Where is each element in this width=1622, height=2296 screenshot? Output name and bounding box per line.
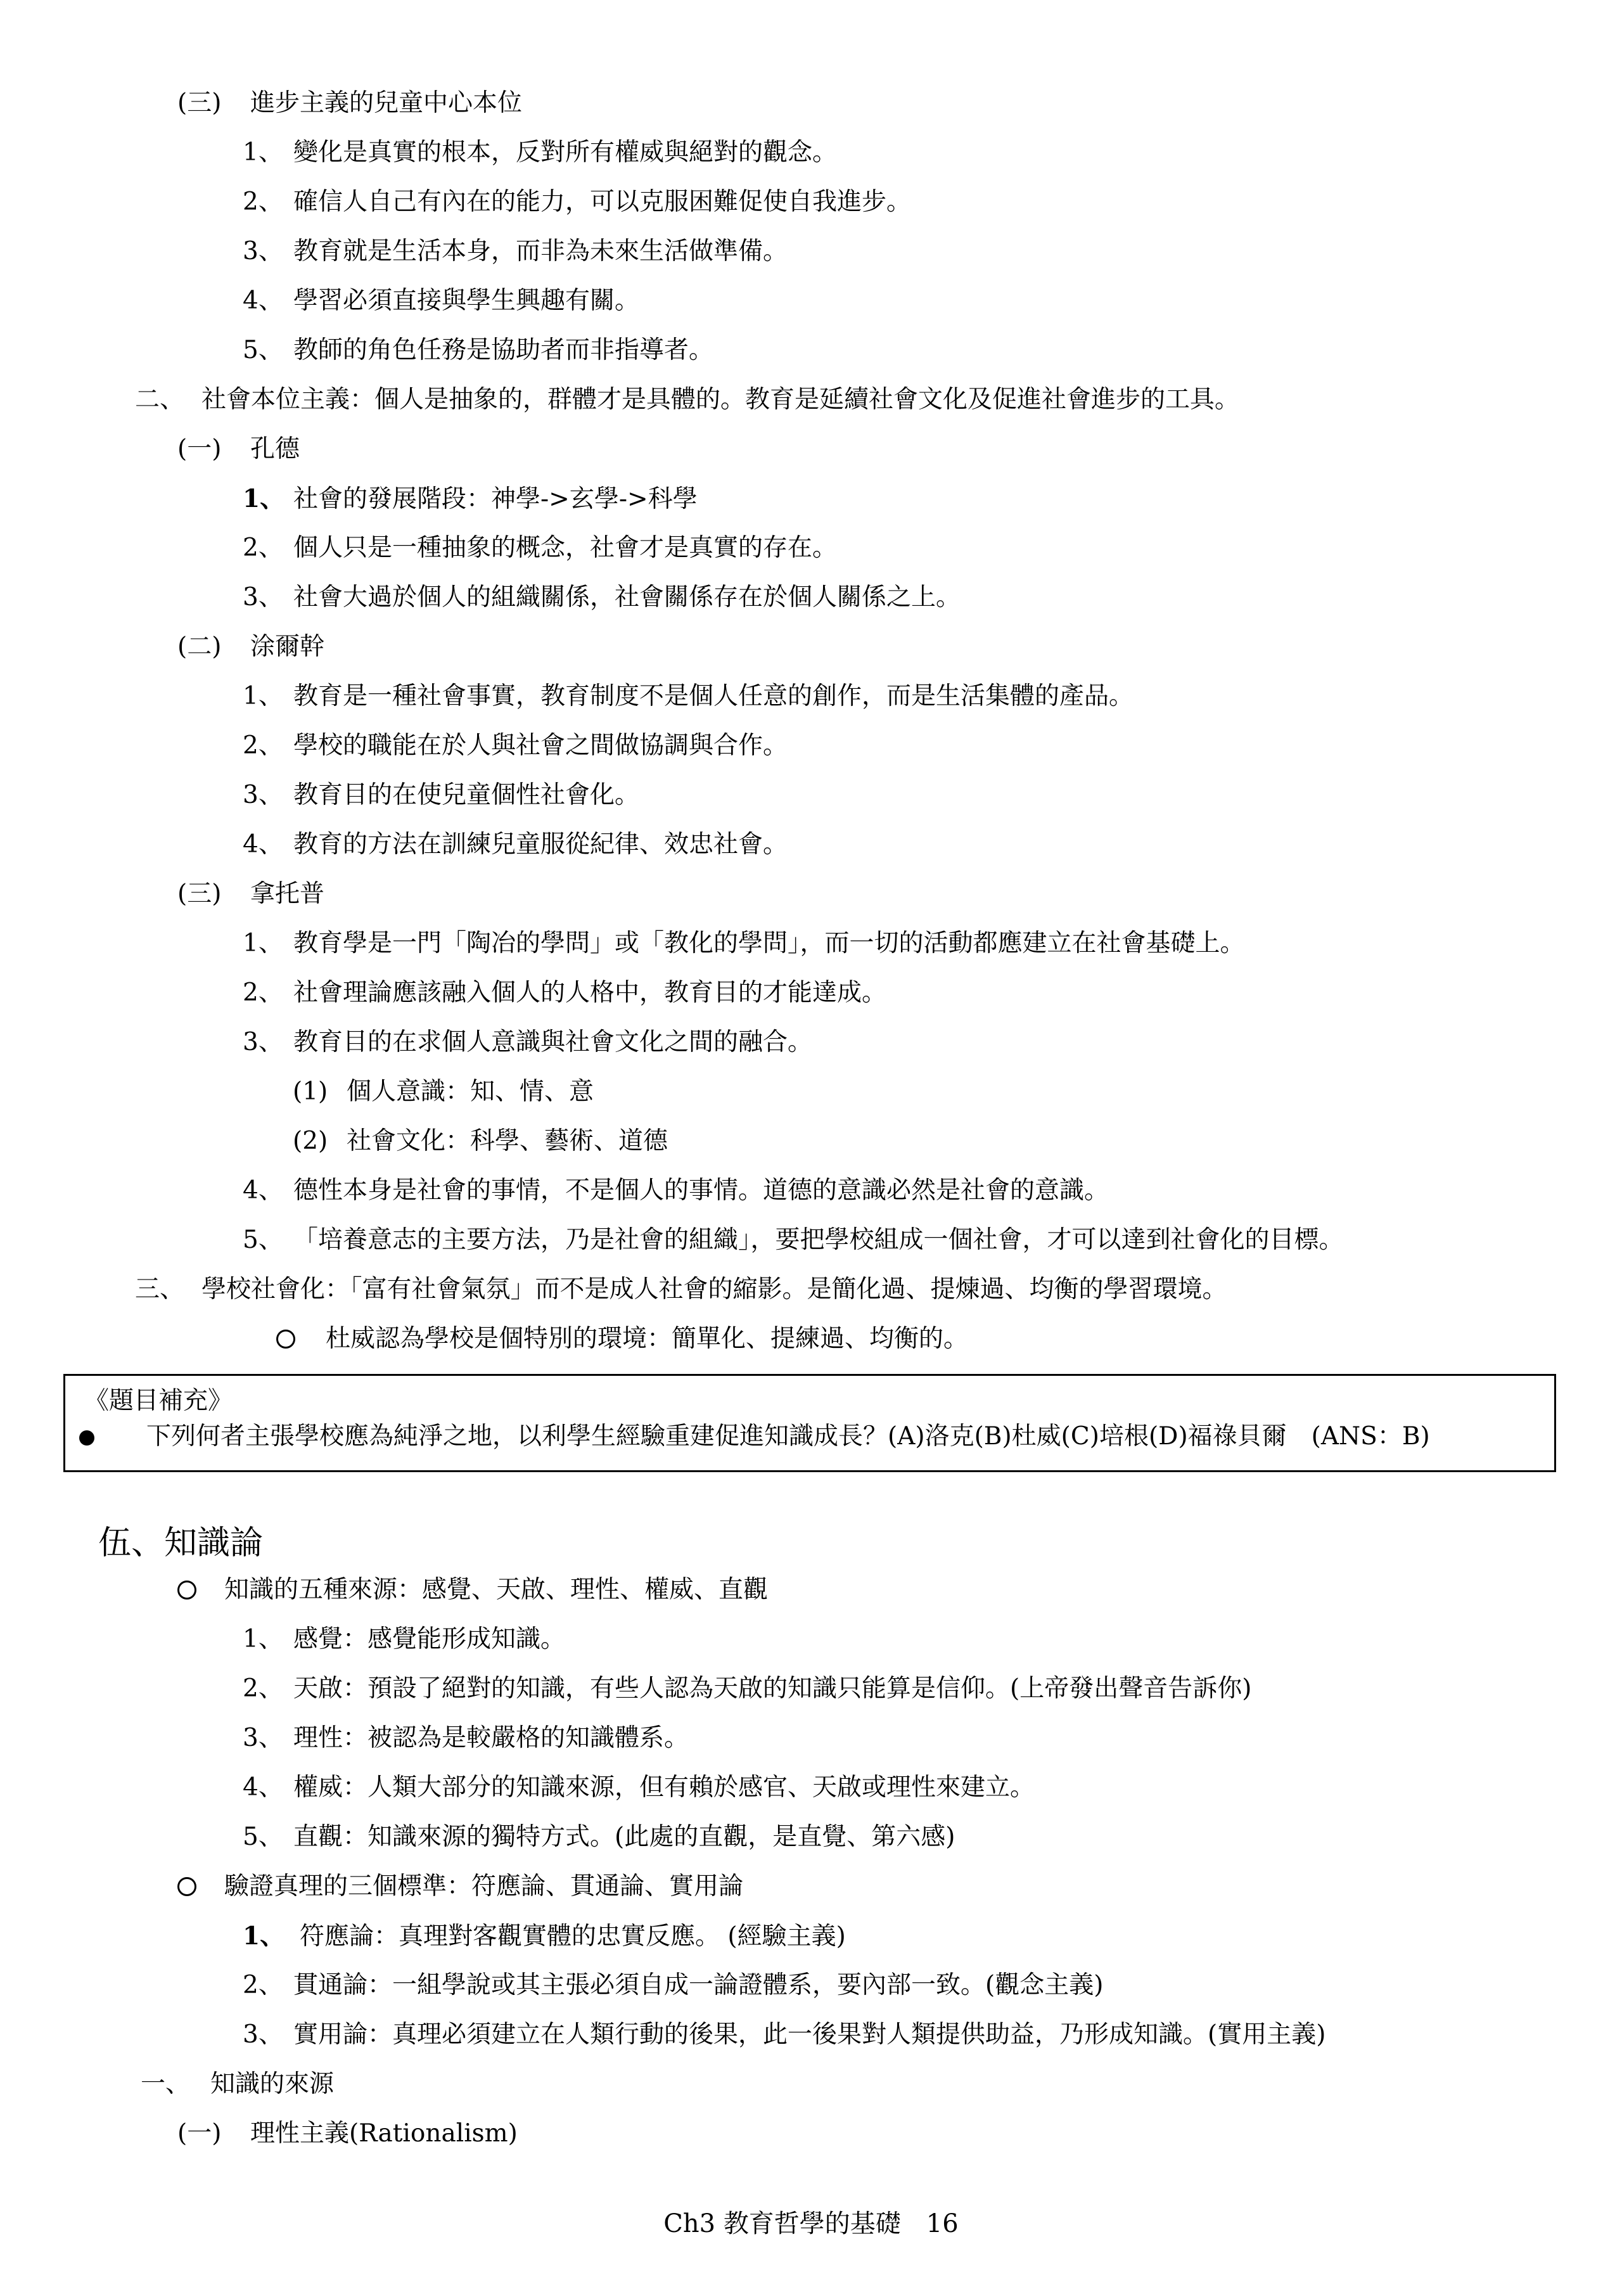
list-item: [243, 1773, 1035, 1803]
item-text: 變化是真實的根本，反對所有權威與絕對的觀念。: [293, 138, 838, 167]
item-text: 知識的來源: [210, 2070, 335, 2098]
item-number: 3、: [243, 237, 283, 266]
item-text: 驗證真理的三個標準：符應論、貫通論、實用論: [224, 1872, 744, 1901]
item-text: 教育就是生活本身，而非為未來生活做準備。: [293, 237, 788, 266]
list-item: [243, 1624, 565, 1655]
item-text: 教育的方法在訓練兒童服從紀律、效忠社會。: [293, 830, 788, 859]
list-item: [243, 681, 1133, 712]
item-text: 個人意識：知、情、意: [347, 1077, 594, 1106]
item-text: 「培養意志的主要方法，乃是社會的組織」，要把學校組成一個社會，才可以達到社會化的目標。: [293, 1226, 1344, 1254]
item-text: 知識的五種來源：感覺、天啟、理性、權威、直觀: [224, 1575, 769, 1604]
item-text: 貫通論：一組學說或其主張必須自成一論證體系，要內部一致。(觀念主義): [293, 1971, 1104, 1999]
item-text: 涂爾幹: [250, 632, 325, 661]
circle-bullet-item: [177, 1871, 743, 1902]
list-item: [243, 1822, 955, 1852]
supplement-title: 《題目補充》: [84, 1387, 233, 1415]
item-text: 確信人自己有內在的能力，可以克服困難促使自我進步。: [293, 188, 912, 216]
subsection-heading: [177, 2119, 518, 2149]
page-footer: Ch3 教育哲學的基礎 16: [663, 2209, 959, 2238]
item-number: 1、: [243, 929, 283, 958]
item-number: 一、: [141, 2070, 191, 2098]
item-text: 理性主義(Rationalism): [250, 2119, 518, 2148]
list-item: [243, 236, 788, 267]
subsection-heading: [177, 434, 300, 465]
subsection-heading: [177, 632, 324, 662]
circle-bullet-icon: [177, 1877, 196, 1896]
item-number: 二、: [135, 385, 185, 414]
item-text: 個人只是一種抽象的概念，社會才是真實的存在。: [293, 534, 838, 562]
list-item: [243, 1723, 689, 1754]
list-item: [243, 928, 1245, 959]
sub-list-item: [293, 1077, 594, 1107]
item-number: 5、: [243, 1226, 283, 1254]
item-text: 天啟：預設了絕對的知識，有些人認為天啟的知識只能算是信仰。(上帝發出聲音告訴你): [293, 1674, 1252, 1703]
item-text: 杜威認為學校是個特別的環境：簡單化、提練過、均衡的。: [326, 1324, 969, 1353]
list-item: [243, 582, 961, 613]
item-number: 3、: [243, 1028, 283, 1056]
item-number: 1、: [243, 1625, 283, 1653]
section-heading: [135, 385, 1239, 415]
item-text: 感覺：感覺能形成知識。: [293, 1625, 566, 1653]
item-number: 4、: [243, 1773, 283, 1802]
item-number: 2、: [243, 978, 283, 1007]
list-item: [243, 978, 886, 1008]
circle-bullet-icon: [276, 1330, 295, 1349]
item-text: 學習必須直接與學生興趣有關。: [293, 286, 640, 315]
item-text: 權威：人類大部分的知識來源，但有賴於感官、天啟或理性來建立。: [293, 1773, 1035, 1802]
item-text: 拿托普: [250, 880, 325, 908]
list-item: [243, 731, 788, 761]
sub-list-item: [293, 1126, 668, 1157]
item-text: 直觀：知識來源的獨特方式。(此處的直觀，是直覺、第六感): [293, 1823, 955, 1851]
circle-bullet-item: [177, 1575, 768, 1605]
item-number: 3、: [243, 1724, 283, 1752]
section-heading: [135, 1274, 1227, 1305]
item-number: (一): [177, 2119, 222, 2148]
chapter-section-title: 伍、知識論: [98, 1524, 264, 1562]
item-number: (三): [177, 89, 222, 117]
list-item: [243, 830, 788, 860]
list-item: [243, 780, 639, 811]
list-item: [243, 2020, 1325, 2050]
circle-bullet-item: [276, 1324, 968, 1354]
item-number: 3、: [243, 2020, 283, 2049]
item-text: 教育學是一門「陶冶的學問」或「教化的學問」，而一切的活動都應建立在社會基礎上。: [293, 929, 1245, 958]
item-text: 德性本身是社會的事情，不是個人的事情。道德的意識必然是社會的意識。: [293, 1176, 1109, 1205]
filled-bullet-icon: [79, 1430, 94, 1446]
item-number: (2): [293, 1127, 328, 1155]
item-number: 5、: [243, 336, 283, 364]
list-item: [243, 533, 837, 563]
list-item: [243, 1674, 1251, 1704]
list-item: [243, 138, 837, 168]
subsection-heading: [177, 879, 324, 909]
item-text: 社會文化：科學、藝術、道德: [347, 1127, 668, 1155]
item-text: 社會大過於個人的組織關係，社會關係存在於個人關係之上。: [293, 583, 961, 612]
item-text: 學校社會化：「富有社會氣氛」而不是成人社會的縮影。是簡化過、提煉過、均衡的學習環境。: [201, 1275, 1227, 1304]
item-number: 1、: [243, 484, 285, 513]
item-number: 3、: [243, 583, 283, 612]
item-text: 符應論：真理對客觀實體的忠實反應。 (經驗主義): [300, 1922, 846, 1951]
subsection-heading: [177, 88, 522, 119]
supplement-question: 下列何者主張學校應為純淨之地，以利學生經驗重建促進知識成長？(A)洛克(B)杜威(C)培根(D)福祿貝爾 (ANS：B): [146, 1422, 1430, 1451]
item-number: 4、: [243, 1176, 283, 1205]
section-heading: [141, 2069, 334, 2100]
item-number: 4、: [243, 830, 283, 859]
list-item: [243, 1176, 1109, 1206]
item-number: 2、: [243, 1971, 283, 1999]
item-text: 社會的發展階段：神學->玄學->科學: [293, 485, 698, 513]
circle-bullet-icon: [177, 1581, 196, 1600]
question-supplement-box: [63, 1374, 1556, 1472]
item-text: 學校的職能在於人與社會之間做協調與合作。: [293, 731, 788, 760]
list-item: [243, 1921, 846, 1952]
item-number: (三): [177, 880, 222, 908]
item-number: 1、: [243, 682, 283, 710]
item-number: 2、: [243, 731, 283, 760]
list-item: [243, 286, 639, 316]
list-item: [243, 187, 911, 217]
item-number: 1、: [243, 138, 283, 167]
list-item: [243, 484, 698, 515]
item-text: 教育是一種社會事實，教育制度不是個人任意的創作，而是生活集體的產品。: [293, 682, 1134, 710]
item-number: 5、: [243, 1823, 283, 1851]
item-text: 教育目的在使兒童個性社會化。: [293, 781, 640, 809]
item-text: 理性：被認為是較嚴格的知識體系。: [293, 1724, 689, 1752]
item-text: 進步主義的兒童中心本位: [250, 89, 523, 117]
item-text: 教育目的在求個人意識與社會文化之間的融合。: [293, 1028, 813, 1056]
item-text: 社會本位主義：個人是抽象的，群體才是具體的。教育是延續社會文化及促進社會進步的工具。: [201, 385, 1240, 414]
item-text: 孔德: [250, 435, 300, 463]
item-text: 實用論：真理必須建立在人類行動的後果，此一後果對人類提供助益，乃形成知識。(實用主義): [293, 2020, 1326, 2049]
item-number: 1、: [243, 1921, 285, 1951]
list-item: [243, 335, 713, 366]
item-number: 2、: [243, 188, 283, 216]
item-number: (二): [177, 632, 222, 661]
item-text: 社會理論應該融入個人的人格中，教育目的才能達成。: [293, 978, 887, 1007]
item-number: 2、: [243, 534, 283, 562]
item-number: 3、: [243, 781, 283, 809]
item-number: 三、: [135, 1275, 185, 1304]
item-number: (1): [293, 1077, 328, 1106]
list-item: [243, 1225, 1344, 1255]
item-number: 4、: [243, 286, 283, 315]
list-item: [243, 1970, 1103, 2001]
item-text: 教師的角色任務是協助者而非指導者。: [293, 336, 714, 364]
item-number: (一): [177, 435, 222, 463]
item-number: 2、: [243, 1674, 283, 1703]
list-item: [243, 1027, 812, 1058]
